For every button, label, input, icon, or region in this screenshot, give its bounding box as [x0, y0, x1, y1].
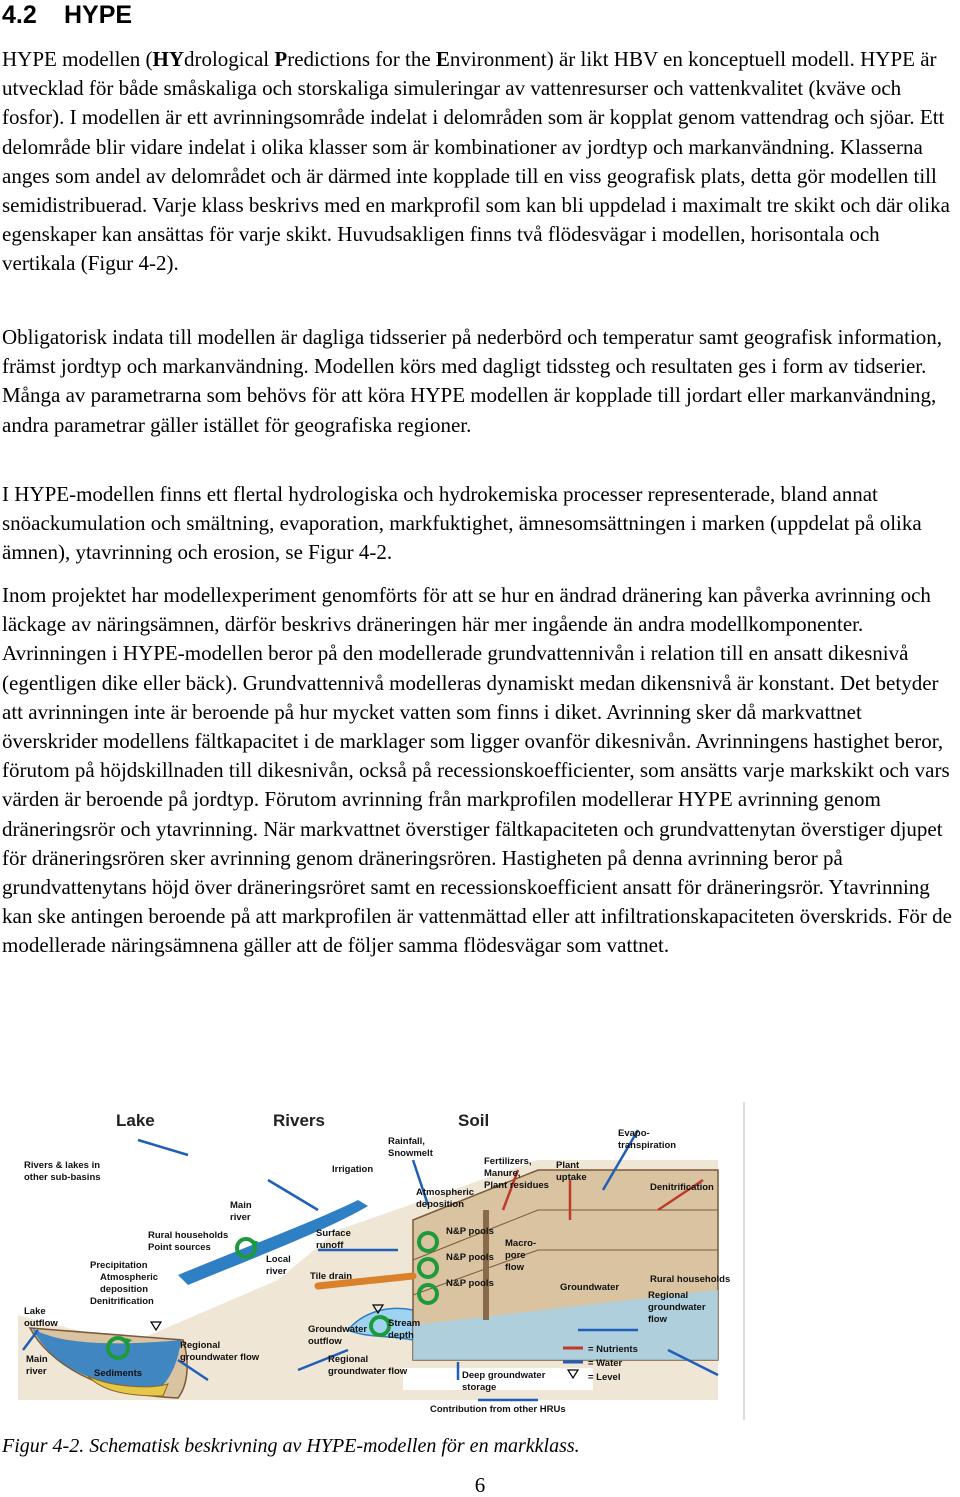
paragraph-2: [2, 323, 958, 440]
label-local: Local: [266, 1254, 291, 1265]
label-groundwater-right: groundwater: [648, 1302, 706, 1313]
label-uptake: uptake: [556, 1172, 587, 1183]
legend-nutrients: = Nutrients: [588, 1344, 638, 1355]
label-np-pools-3: N&P pools: [446, 1278, 494, 1289]
section-heading: [2, 0, 132, 30]
label-main: Main: [230, 1200, 252, 1211]
label-atmospheric-left: Atmospheric: [100, 1272, 159, 1283]
label-rural-households-right: Rural households: [650, 1274, 731, 1285]
label-sediments: Sediments: [94, 1368, 143, 1379]
section-number: 4.2: [2, 1, 37, 29]
p1-text-d: redictions for the: [287, 47, 436, 71]
label-transpiration: transpiration: [618, 1140, 677, 1151]
header-lake: Lake: [116, 1111, 155, 1130]
label-river: river: [230, 1212, 251, 1223]
label-outflow-2: outflow: [308, 1336, 342, 1347]
p1-bold-p: P: [274, 47, 288, 71]
label-fertilizers: Fertilizers,: [484, 1156, 532, 1167]
label-pore: pore: [505, 1250, 526, 1261]
label-other-sub-basins: other sub-basins: [24, 1172, 101, 1183]
label-storage: storage: [462, 1382, 497, 1393]
p1-text-a: HYPE modellen (: [2, 47, 153, 71]
label-manure: Manure,: [484, 1168, 521, 1179]
label-deposition-left: deposition: [100, 1284, 149, 1295]
p4-text: Inom projektet har modellexperiment genomförts för att se hur en ändrad dränering kan påverka avrinning och läckage av näringsämnen, därför beskrivs dräneringen här mer ingående än andra modellkomponenter. Avrinningen i HYPE-modellen beror på den modellerade grundvattennivån i relation till en ansatt dikesnivå (egentligen dike eller bäck). Grundvattennivå modelleras dynamiskt medan dikensnivå är konstant. Det betyder att avrinningen inte är beroende på hur mycket vatten som finns i diket. Avrinning sker då markvattnet överskrider modellens fältkapacitet i de marklager som ligger ovanför dikesnivån. Avrinningens hastighet beror, förutom på höjdskillnaden till dikesnivån, också på recessionskoefficienter, som ansätts varje markskikt och vars värden är beroende på jordtyp. Förutom avrinning från markprofilen modellerar HYPE avrinning genom dräneringsrör och ytavrinning. När markvattnet överstiger fältkapaciteten och grundvattenytan överstiger djupet för dräneringsrören sker avrinning genom dräneringsrören. Hastigheten på denna avrinning beror på grundvattenytans höjd över dräneringsröret samt en recessionskoefficient ansatt för dräneringsrör. Ytavrinning kan ske antingen beroende på att markprofilen är vattenmättad eller att infiltrationskapaciteten överskrids. För de modellerade näringsämnena gäller att de följer samma flödesvägar som vattnet.: [2, 583, 952, 958]
label-lake: Lake: [24, 1306, 46, 1317]
paragraph-4: [2, 581, 958, 961]
label-plant-residues: Plant residues: [484, 1180, 549, 1191]
label-irrigation: Irrigation: [332, 1164, 374, 1175]
label-denitrification-left: Denitrification: [90, 1296, 154, 1307]
label-rainfall: Rainfall,: [388, 1136, 425, 1147]
label-atmospheric: Atmospheric: [416, 1187, 475, 1198]
label-snowmelt: Snowmelt: [388, 1148, 433, 1159]
label-rivers-lakes: Rivers & lakes in: [24, 1160, 101, 1171]
label-groundwater: Groundwater: [560, 1282, 620, 1293]
hype-diagram: [18, 1100, 746, 1422]
label-groundwater-flow-left: groundwater flow: [180, 1352, 260, 1363]
label-deep-groundwater: Deep groundwater: [462, 1370, 546, 1381]
p3-text: I HYPE-modellen finns ett flertal hydrologiska och hydrokemiska processer representerade, bland annat snöackumulation och smältning, evaporation, markfuktighet, ämnesomsättningen i marken (uppdelat på olika ämnen), ytavrinning och erosion, se Figur 4-2.: [2, 482, 922, 565]
label-depth: depth: [388, 1330, 414, 1341]
label-evapo: Evapo-: [618, 1128, 650, 1139]
p1-bold-e: E: [435, 47, 450, 71]
p1-text-c: drological: [183, 47, 275, 71]
legend-level: = Level: [588, 1372, 621, 1383]
section-title: HYPE: [64, 1, 133, 29]
label-runoff: runoff: [316, 1240, 344, 1251]
label-denitrification-right: Denitrification: [650, 1182, 714, 1193]
page-number: 6: [474, 1473, 486, 1497]
paragraph-1: [2, 45, 958, 279]
header-rivers: Rivers: [273, 1111, 325, 1130]
label-flow: flow: [505, 1262, 524, 1273]
label-precipitation: Precipitation: [90, 1260, 148, 1271]
legend-water: = Water: [588, 1358, 623, 1369]
label-stream: Stream: [388, 1318, 421, 1329]
label-contribution: Contribution from other HRUs: [430, 1404, 566, 1415]
label-deposition: deposition: [416, 1199, 465, 1210]
hype-model-figure: [18, 1100, 746, 1422]
figure-caption: Figur 4-2. Schematisk beskrivning av HYPE-modellen för en markklass.: [2, 1435, 580, 1457]
label-regional-mid: Regional: [328, 1354, 369, 1365]
label-tile-drain: Tile drain: [310, 1271, 353, 1282]
label-local-river: river: [266, 1266, 287, 1277]
label-np-pools-2: N&P pools: [446, 1252, 494, 1263]
label-main-bottom: Main: [26, 1354, 48, 1365]
label-np-pools-1: N&P pools: [446, 1226, 494, 1237]
label-flow-right: flow: [648, 1314, 667, 1325]
label-regional-left: Regional: [180, 1340, 221, 1351]
label-surface: Surface: [316, 1228, 351, 1239]
label-outflow: outflow: [24, 1318, 58, 1329]
paragraph-3: [2, 480, 958, 568]
label-macro: Macro-: [505, 1238, 537, 1249]
label-groundwater-flow-mid: groundwater flow: [328, 1366, 408, 1377]
label-point-sources: Point sources: [148, 1242, 211, 1253]
label-plant: Plant: [556, 1160, 580, 1171]
label-rural-households-left: Rural households: [148, 1230, 229, 1241]
header-soil: Soil: [458, 1111, 490, 1130]
label-regional-right: Regional: [648, 1290, 689, 1301]
label-river-bottom: river: [26, 1366, 47, 1377]
p2-text: Obligatorisk indata till modellen är dagliga tidsserier på nederbörd och temperatur samt geografisk information, främst jordtyp och markanvändning. Modellen körs med dagligt tidssteg och resultaten ges i form av tidserier. Många av parametrarna som behövs för att köra HYPE modellen är kopplade till jordart eller markanvändning, andra parametrar gäller istället för geografiska regioner.: [2, 325, 943, 437]
label-groundwater-outflow: Groundwater: [308, 1324, 368, 1335]
p1-bold-hy: HY: [152, 47, 184, 71]
p1-text-e: nvironment) är likt HBV en konceptuell modell. HYPE är utvecklad för både småskaliga och storskaliga simuleringar av vattenresurser och vattenkvalitet (kväve och fosfor). I modellen är ett avrinningsområde indelat i delområden som är kopplat genom vattendrag och sjöar. Ett delområde blir vidare indelat i olika klasser som är kombinationer av jordtyp och markanvändning. Klasserna anges som andel av delområdet och är därmed inte kopplade till en viss geografisk plats, detta gör modellen till semidistribuerad. Varje klass beskrivs med en markprofil som kan bli uppdelad i maximalt tre skikt och där olika egenskaper kan ansättas för varje skikt. Huvudsakligen finns två flödesvägar i modellen, horisontala och vertikala (Figur 4-2).: [2, 47, 950, 276]
